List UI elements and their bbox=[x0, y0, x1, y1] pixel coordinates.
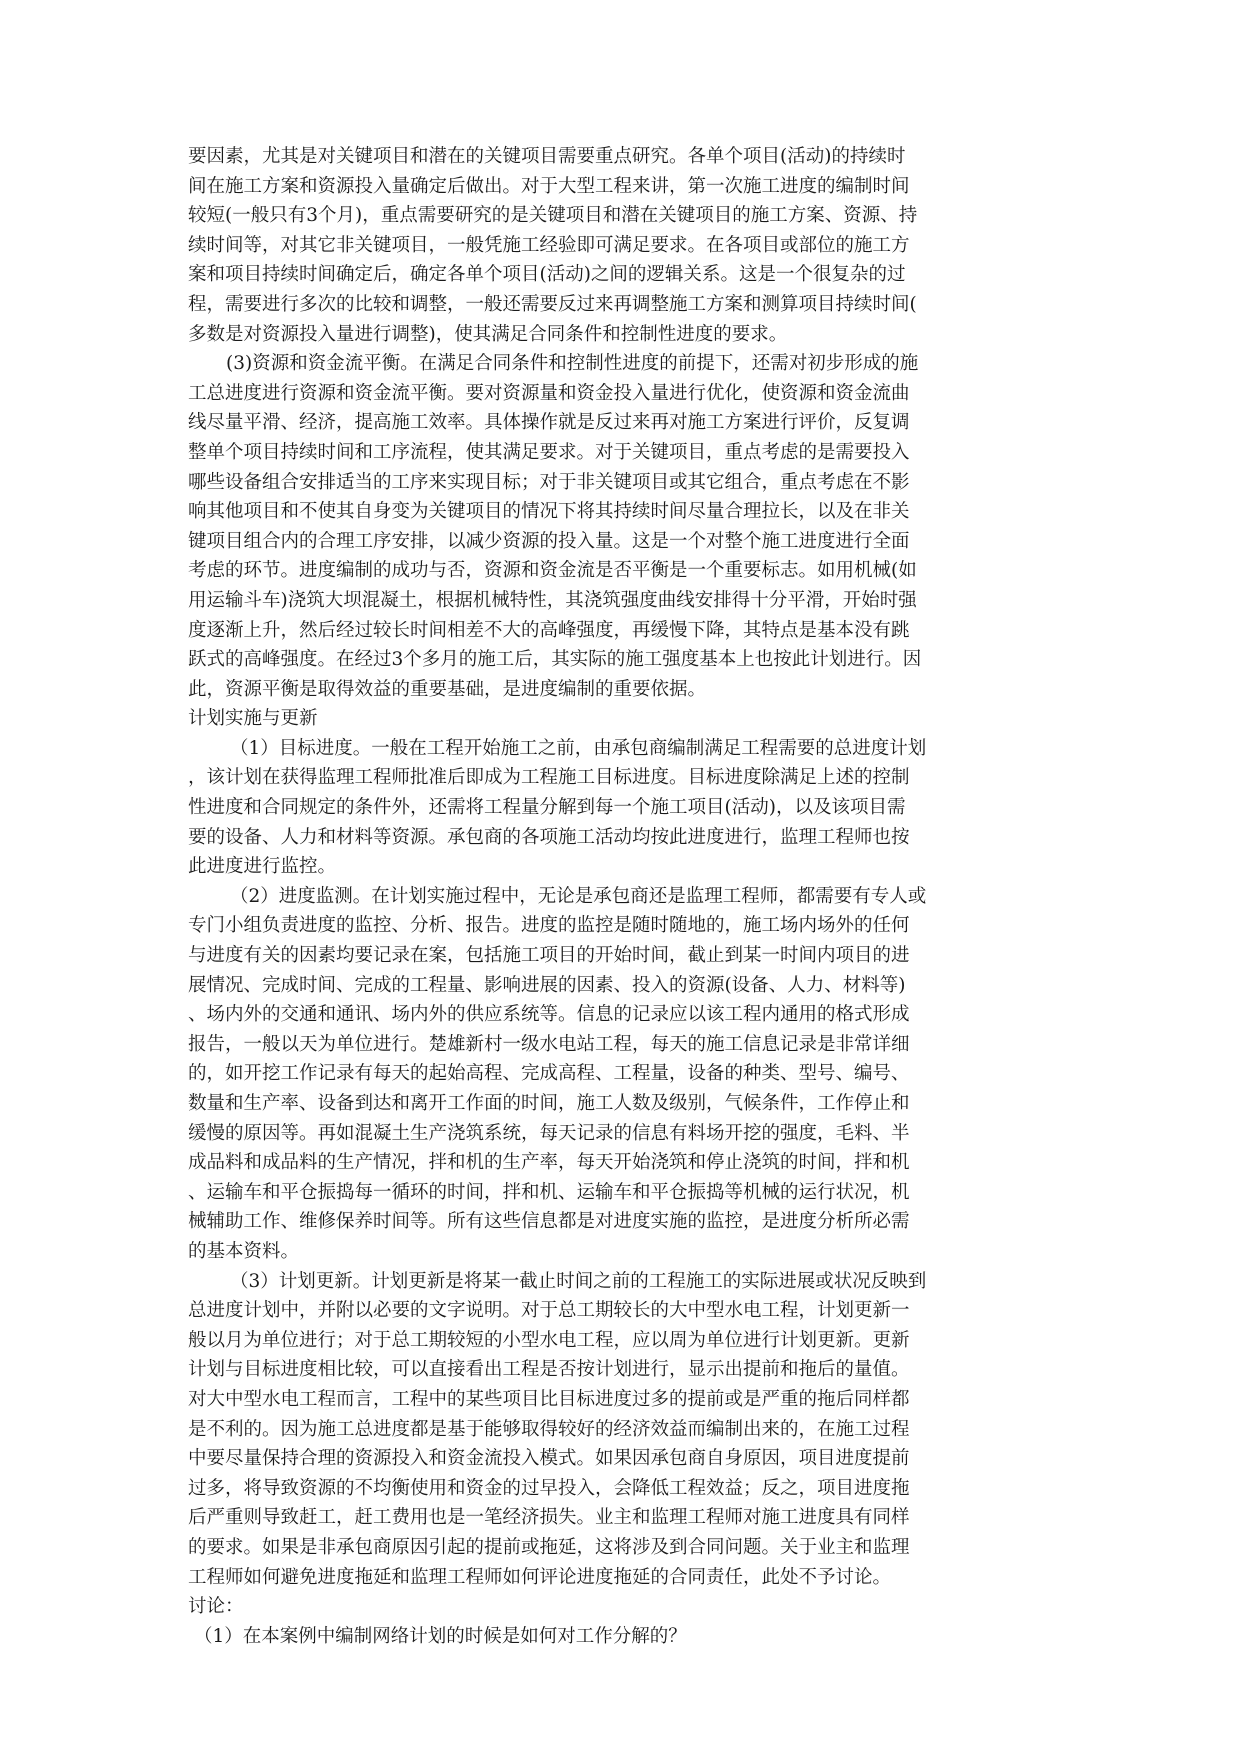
text-line: 的，如开挖工作记录有每天的起始高程、完成高程、工程量，设备的种类、型号、编号、 bbox=[188, 1063, 910, 1085]
document-page bbox=[188, 142, 1064, 1651]
text-line: 成品料和成品料的生产情况，拌和机的生产率，每天开始浇筑和停止浇筑的时间，拌和机 bbox=[188, 1152, 910, 1174]
text-line: 械辅助工作、维修保养时间等。所有这些信息都是对进度实施的监控，是进度分析所必需 bbox=[188, 1211, 910, 1233]
text-line: 多数是对资源投入量进行调整)，使其满足合同条件和控制性进度的要求。 bbox=[188, 323, 788, 345]
text-line: 跃式的高峰强度。在经过3个多月的施工后，其实际的施工强度基本上也按此计划进行。因 bbox=[188, 649, 922, 671]
text-line: 此进度进行监控。 bbox=[188, 856, 337, 878]
text-line: 展情况、完成时间、完成的工程量、影响进展的因素、投入的资源(设备、人力、材料等) bbox=[188, 974, 906, 996]
text-line: ，该计划在获得监理工程师批准后即成为工程施工目标进度。目标进度除满足上述的控制 bbox=[188, 767, 910, 789]
text-line: 考虑的环节。进度编制的成功与否，资源和资金流是否平衡是一个重要标志。如用机械(如 bbox=[188, 560, 917, 582]
text-line: 计划实施与更新 bbox=[188, 708, 318, 730]
text-line: 响其他项目和不使其自身变为关键项目的情况下将其持续时间尽量合理拉长，以及在非关 bbox=[188, 501, 910, 523]
text-line: 续时间等，对其它非关键项目，一般凭施工经验即可满足要求。在各项目或部位的施工方 bbox=[188, 234, 910, 256]
text-line: 要的设备、人力和材料等资源。承包商的各项施工活动均按此进度进行，监理工程师也按 bbox=[188, 826, 910, 848]
text-line: 缓慢的原因等。再如混凝土生产浇筑系统，每天记录的信息有料场开挖的强度，毛料、半 bbox=[188, 1122, 910, 1144]
text-line: 线尽量平滑、经济，提高施工效率。具体操作就是反过来再对施工方案进行评价，反复调 bbox=[188, 412, 910, 434]
text-line: 与进度有关的因素均要记录在案，包括施工项目的开始时间，截止到某一时间内项目的进 bbox=[188, 945, 910, 967]
text-line: 过多，将导致资源的不均衡使用和资金的过早投入，会降低工程效益；反之，项目进度拖 bbox=[188, 1477, 910, 1499]
text-line: 对大中型水电工程而言，工程中的某些项目比目标进度过多的提前或是严重的拖后同样都 bbox=[188, 1388, 910, 1410]
text-line: 专门小组负责进度的监控、分析、报告。进度的监控是随时随地的，施工场内场外的任何 bbox=[188, 915, 910, 937]
text-line: 工总进度进行资源和资金流平衡。要对资源量和资金投入量进行优化，使资源和资金流曲 bbox=[188, 382, 910, 404]
text-line: 间在施工方案和资源投入量确定后做出。对于大型工程来讲，第一次施工进度的编制时间 bbox=[188, 175, 910, 197]
text-line: 、运输车和平仓振捣每一循环的时间，拌和机、运输车和平仓振捣等机械的运行状况，机 bbox=[188, 1181, 910, 1203]
text-line: 性进度和合同规定的条件外，还需将工程量分解到每一个施工项目(活动)，以及该项目需 bbox=[188, 797, 906, 819]
text-line: 计划与目标进度相比较，可以直接看出工程是否按计划进行，显示出提前和拖后的量值。 bbox=[188, 1359, 910, 1381]
text-line: （1）目标进度。一般在工程开始施工之前，由承包商编制满足工程需要的总进度计划 bbox=[230, 737, 927, 759]
text-line: 总进度计划中，并附以必要的文字说明。对于总工期较长的大中型水电工程，计划更新一 bbox=[188, 1300, 910, 1322]
text-line: 程，需要进行多次的比较和调整，一般还需要反过来再调整施工方案和测算项目持续时间( bbox=[188, 293, 917, 315]
text-line: 、场内外的交通和通讯、场内外的供应系统等。信息的记录应以该工程内通用的格式形成 bbox=[188, 1004, 910, 1026]
text-line: 后严重则导致赶工，赶工费用也是一笔经济损失。业主和监理工程师对施工进度具有同样 bbox=[188, 1507, 910, 1529]
text-line: 般以月为单位进行；对于总工期较短的小型水电工程，应以周为单位进行计划更新。更新 bbox=[188, 1329, 910, 1351]
text-line: （2）进度监测。在计划实施过程中，无论是承包商还是监理工程师，都需要有专人或 bbox=[230, 885, 927, 907]
text-line: 中要尽量保持合理的资源投入和资金流投入模式。如果因承包商自身原因，项目进度提前 bbox=[188, 1448, 910, 1470]
text-line: 整单个项目持续时间和工序流程，使其满足要求。对于关键项目，重点考虑的是需要投入 bbox=[188, 441, 910, 463]
text-line: 用运输斗车)浇筑大坝混凝土，根据机械特性，其浇筑强度曲线安排得十分平滑，开始时强 bbox=[188, 589, 917, 611]
text-line: 度逐渐上升，然后经过较长时间相差不大的高峰强度，再缓慢下降，其特点是基本没有跳 bbox=[188, 619, 910, 641]
text-line: 案和项目持续时间确定后，确定各单个项目(活动)之间的逻辑关系。这是一个很复杂的过 bbox=[188, 264, 906, 286]
text-line: （1）在本案例中编制网络计划的时候是如何对工作分解的？ bbox=[194, 1625, 687, 1647]
text-line: 的要求。如果是非承包商原因引起的提前或拖延，这将涉及到合同问题。关于业主和监理 bbox=[188, 1536, 910, 1558]
text-line: （3）计划更新。计划更新是将某一截止时间之前的工程施工的实际进展或状况反映到 bbox=[230, 1270, 927, 1292]
text-line: 讨论： bbox=[188, 1596, 244, 1618]
text-line: 此，资源平衡是取得效益的重要基础，是进度编制的重要依据。 bbox=[188, 678, 707, 700]
text-line: 数量和生产率、设备到达和离开工作面的时间，施工人数及级别，气候条件，工作停止和 bbox=[188, 1093, 910, 1114]
text-line: 报告，一般以天为单位进行。楚雄新村一级水电站工程，每天的施工信息记录是非常详细 bbox=[188, 1033, 910, 1055]
text-line: (3)资源和资金流平衡。在满足合同条件和控制性进度的前提下，还需对初步形成的施 bbox=[226, 353, 919, 375]
text-line: 键项目组合内的合理工序安排，以减少资源的投入量。这是一个对整个施工进度进行全面 bbox=[188, 530, 910, 552]
text-line: 要因素，尤其是对关键项目和潜在的关键项目需要重点研究。各单个项目(活动)的持续时 bbox=[188, 146, 906, 167]
text-line: 哪些设备组合安排适当的工序来实现目标；对于非关键项目或其它组合，重点考虑在不影 bbox=[188, 471, 910, 493]
text-line: 是不利的。因为施工总进度都是基于能够取得较好的经济效益而编制出来的，在施工过程 bbox=[188, 1418, 910, 1440]
text-line: 较短(一般只有3个月)，重点需要研究的是关键项目和潜在关键项目的施工方案、资源、持 bbox=[188, 205, 918, 227]
text-line: 的基本资料。 bbox=[188, 1240, 300, 1262]
text-line: 工程师如何避免进度拖延和监理工程师如何评论进度拖延的合同责任，此处不予讨论。 bbox=[188, 1566, 892, 1588]
